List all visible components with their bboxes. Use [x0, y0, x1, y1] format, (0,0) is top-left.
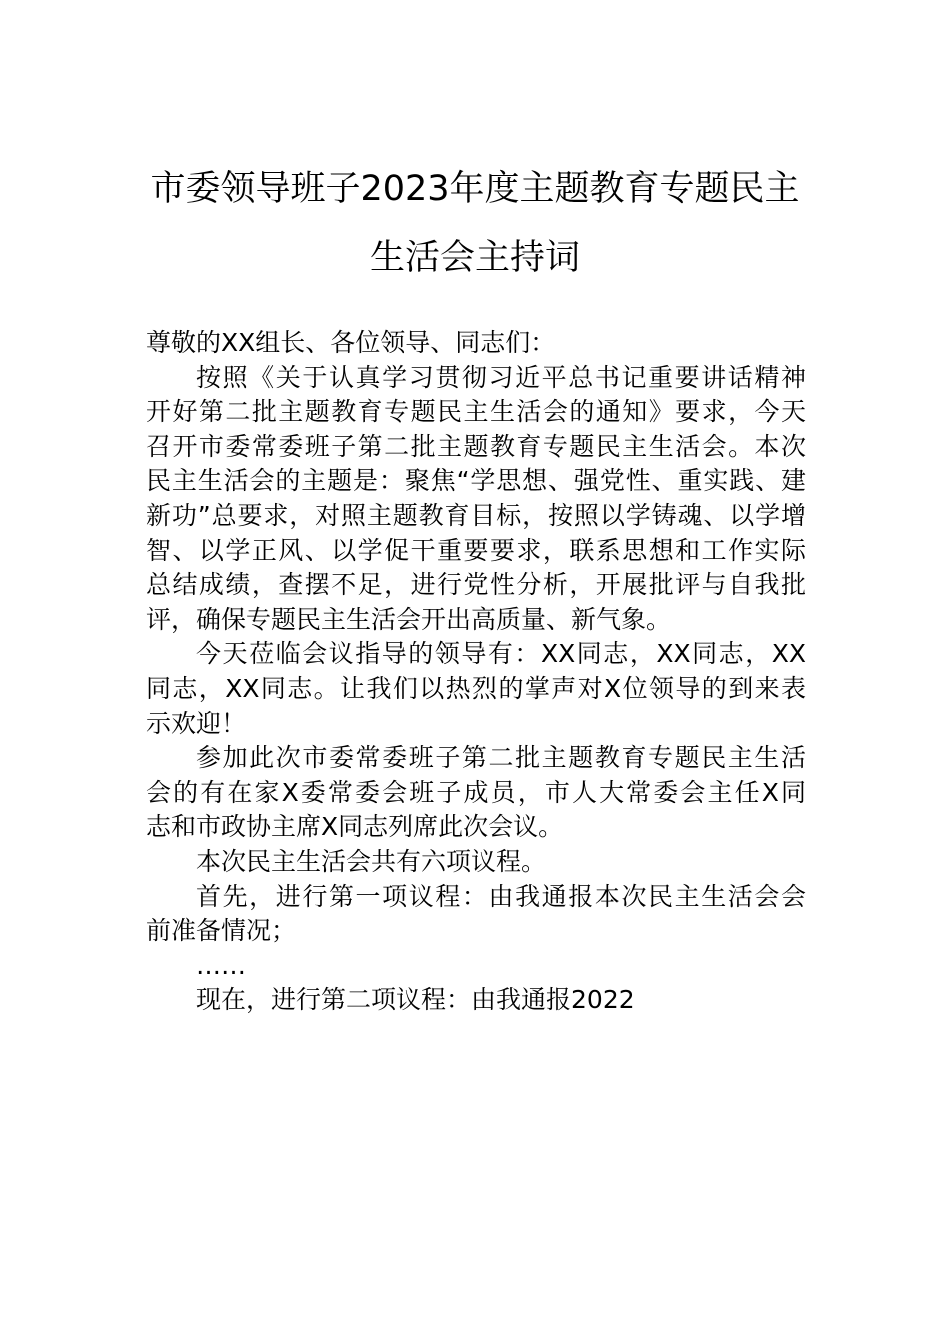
body-line: 前准备情况； [146, 916, 297, 946]
body-line: 开好第二批主题教育专题民主生活会的通知》要求，今天 [146, 397, 806, 427]
body-line: 新功”总要求，对照主题教育目标，按照以学铸魂、以学增 [146, 500, 806, 530]
body-line: 现在，进行第二项议程：由我通报2022 [196, 985, 635, 1015]
body-line: 智、以学正风、以学促干重要要求，联系思想和工作实际 [146, 535, 806, 565]
salutation-line: 尊敬的XX组长、各位领导、同志们： [146, 328, 556, 357]
body-line: 今天莅临会议指导的领导有：XX同志，XX同志，XX [196, 639, 806, 669]
document-title-line-2: 生活会主持词 [369, 238, 580, 278]
body-line: 首先，进行第一项议程：由我通报本次民主生活会会 [196, 881, 806, 911]
body-line: 评，确保专题民主生活会开出高质量、新气象。 [146, 604, 672, 634]
body-line: 按照《关于认真学习贯彻习近平总书记重要讲话精神 [196, 362, 806, 392]
body-line: 民主生活会的主题是：聚焦“学思想、强党性、重实践、建 [146, 466, 806, 496]
body-line: 本次民主生活会共有六项议程。 [196, 846, 547, 876]
body-line: 会的有在家X委常委会班子成员，市人大常委会主任X同 [146, 777, 806, 807]
body-line: 同志，XX同志。让我们以热烈的掌声对X位领导的到来表 [146, 673, 806, 703]
ellipsis-line: …… [196, 950, 246, 980]
body-line: 志和市政协主席X同志列席此次会议。 [146, 812, 564, 842]
document-body [146, 326, 806, 1018]
body-line: 总结成绩，查摆不足，进行党性分析，开展批评与自我批 [146, 570, 806, 600]
body-line: 召开市委常委班子第二批主题教育专题民主生活会。本次 [146, 431, 806, 461]
document-title-line-1: 市委领导班子2023年度主题教育专题民主 [150, 169, 800, 209]
body-line: 参加此次市委常委班子第二批主题教育专题民主生活 [196, 743, 806, 773]
body-line: 示欢迎！ [146, 708, 247, 738]
